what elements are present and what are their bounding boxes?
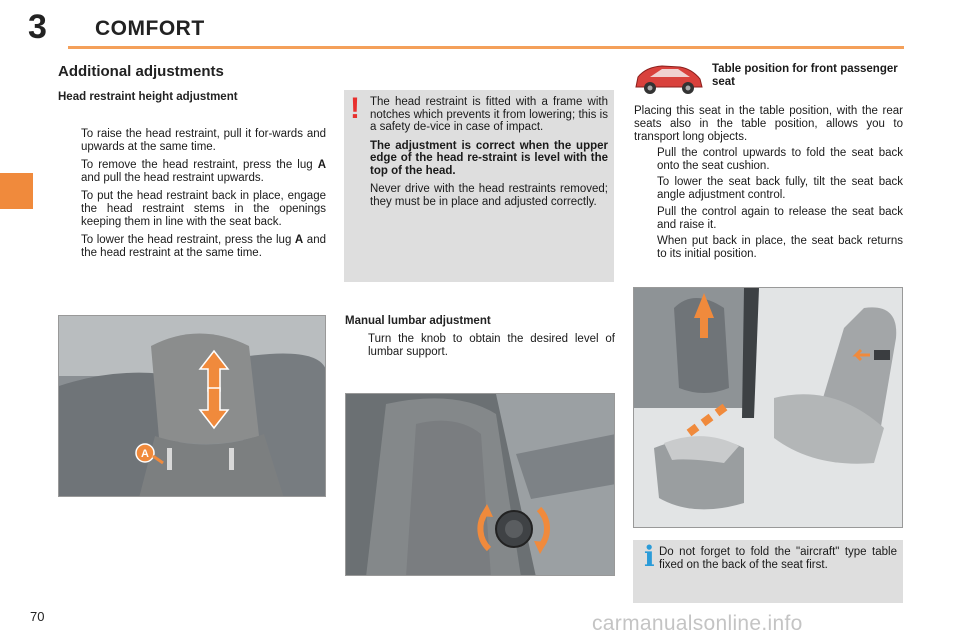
lug-label: A xyxy=(141,448,149,460)
warning-paragraph: The head restraint is fitted with a frame with notches which prevents it from lowering; this is a safety de-vice in case of impact. xyxy=(370,96,608,133)
lumbar-list xyxy=(345,333,615,364)
head-restraint-heading: Head restraint height adjustment xyxy=(58,91,238,103)
car-icon xyxy=(632,63,704,102)
table-position-list-2 xyxy=(634,206,903,237)
list-note: When put back in place, the seat back returns to its initial position. xyxy=(657,235,903,260)
list-note: To lower the seat back fully, tilt the seat back angle adjustment control. xyxy=(657,176,903,201)
list-item: To remove the head restraint, press the lug A and pull the head restraint upwards. xyxy=(81,159,326,184)
list-item: Pull the control upwards to fold the seat back onto the seat cushion. xyxy=(657,147,903,172)
info-text: Do not forget to fold the "aircraft" type table fixed on the back of the seat first. xyxy=(659,546,897,571)
head-restraint-list xyxy=(58,128,326,265)
warning-icon: ! xyxy=(350,92,360,125)
table-position-heading: Table position for front passenger seat xyxy=(712,63,898,88)
list-item: Pull the control again to release the seat back and raise it. xyxy=(657,206,903,231)
list-item: To lower the head restraint, press the lug A and the head restraint at the same time. xyxy=(81,234,326,259)
page-number: 70 xyxy=(30,609,45,624)
warning-text xyxy=(370,96,608,214)
lumbar-heading: Manual lumbar adjustment xyxy=(345,315,491,327)
list-item: Turn the knob to obtain the desired level of lumbar support. xyxy=(368,333,615,358)
chapter-number: 3 xyxy=(28,8,47,46)
warning-paragraph: Never drive with the head restraints removed; they must be in place and adjusted correctly. xyxy=(370,183,608,208)
watermark-text: carmanualsonline.info xyxy=(592,612,803,635)
lumbar-photo xyxy=(345,393,615,576)
info-icon: i xyxy=(644,540,655,573)
head-restraint-photo xyxy=(58,315,326,497)
list-item: To raise the head restraint, pull it for-wards and upwards at the same time. xyxy=(81,128,326,153)
warning-paragraph-bold: The adjustment is correct when the upper edge of the head re-straint is level with the top of the head. xyxy=(370,139,608,177)
table-position-list-1 xyxy=(634,147,903,178)
info-box xyxy=(633,540,903,603)
section-title: Additional adjustments xyxy=(58,63,224,80)
table-seat-photo xyxy=(633,287,903,528)
table-position-intro: Placing this seat in the table position, with the rear seats also in the table position, allows you to transport long objects. xyxy=(634,105,903,143)
warning-box xyxy=(344,90,614,282)
header-divider xyxy=(68,46,904,49)
chapter-tab-marker xyxy=(0,173,33,209)
chapter-title: COMFORT xyxy=(95,17,205,40)
list-item: To put the head restraint back in place, engage the head restraint stems in the openings keeping them in line with the seat back. xyxy=(81,190,326,228)
